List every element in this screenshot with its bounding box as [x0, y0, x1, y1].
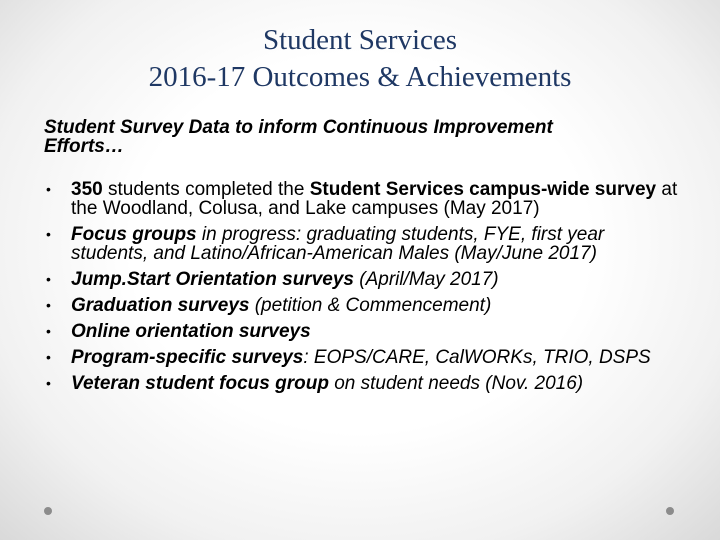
slide-subtitle	[44, 118, 674, 156]
bullet-item-program-surveys	[46, 348, 686, 367]
bullet-bold-text: Jump.Start Orientation surveys	[71, 269, 354, 290]
bullet-icon: •	[46, 349, 51, 365]
subtitle-line-1: Student Survey Data to inform Continuous Improvement	[44, 117, 553, 138]
bullet-text: on student needs (Nov. 2016)	[328, 373, 584, 394]
bullet-item-graduation-surveys	[46, 296, 686, 315]
bullet-item-student-survey	[46, 180, 686, 218]
bullet-bold-text: Program-specific surveys	[71, 347, 304, 368]
bullet-bold-text: Student Services campus-wide survey	[309, 179, 657, 200]
bullet-icon: •	[46, 375, 51, 391]
bullet-item-veteran-focus-group	[46, 374, 686, 393]
bullet-icon: •	[46, 181, 51, 197]
title-line-1: Student Services	[262, 24, 458, 56]
bullet-list	[46, 180, 686, 400]
bullet-text: (petition & Commencement)	[249, 295, 492, 316]
bullet-icon: •	[46, 297, 51, 313]
bullet-item-focus-groups	[46, 225, 686, 263]
bullet-bold-text: Online orientation surveys	[71, 321, 311, 342]
bullet-bold-text: Veteran student focus group	[71, 373, 329, 394]
bullet-icon: •	[46, 271, 51, 287]
subtitle-line-2: Efforts…	[44, 136, 124, 157]
bullet-icon: •	[46, 226, 51, 242]
bullet-icon: •	[46, 323, 51, 339]
bullet-text: in progress: graduating students, FYE, first year students, and Latino/African-American Males (May/June 2017)	[71, 224, 605, 264]
decorative-dot-icon-left	[44, 507, 52, 515]
bullet-text: students completed the	[102, 179, 310, 200]
bullet-item-online-orientation	[46, 322, 686, 341]
decorative-dot-icon-right	[666, 507, 674, 515]
slide-title	[0, 22, 720, 96]
title-line-2: 2016-17 Outcomes & Achievements	[148, 61, 572, 93]
bullet-item-jumpstart-surveys	[46, 270, 686, 289]
survey-count: 350	[71, 179, 103, 200]
bullet-text: at the Woodland, Colusa, and Lake campuses (May 2017)	[71, 179, 678, 219]
bullet-bold-text: Focus groups	[71, 224, 197, 245]
bullet-text: (April/May 2017)	[353, 269, 499, 290]
bullet-text: : EOPS/CARE, CalWORKs, TRIO, DSPS	[303, 347, 651, 368]
bullet-bold-text: Graduation surveys	[71, 295, 250, 316]
